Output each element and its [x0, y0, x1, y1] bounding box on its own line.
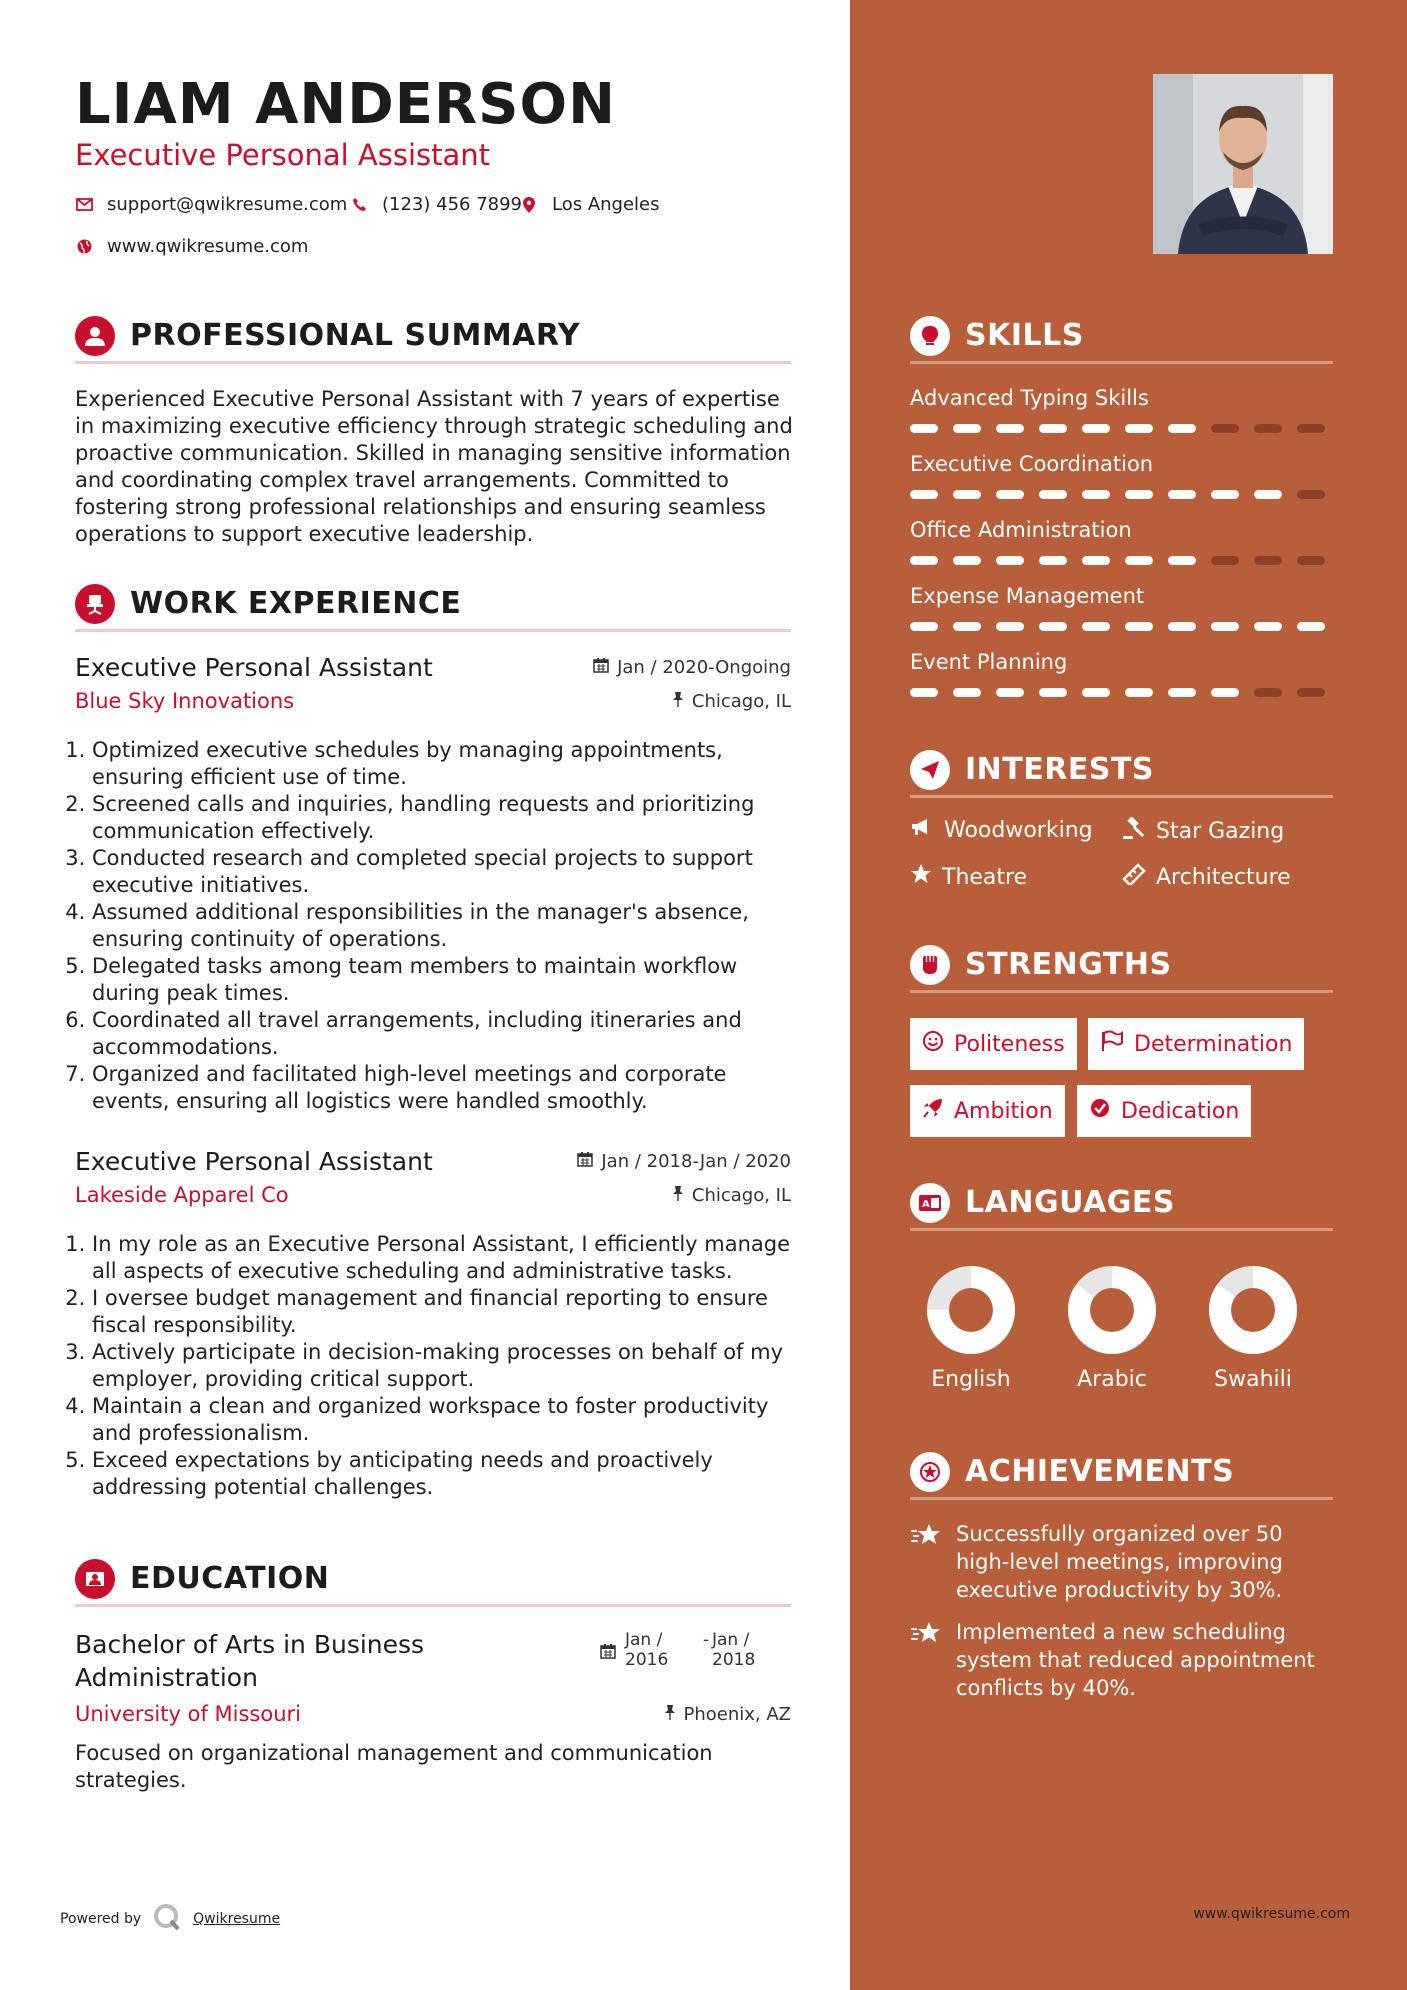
skill-level-segment: [910, 556, 938, 565]
skill-row: [910, 386, 1333, 446]
education-date-separator: -: [703, 1630, 710, 1650]
skill-level-segment: [1297, 556, 1325, 565]
candidate-title: Executive Personal Assistant: [75, 138, 491, 172]
phone-icon: [350, 197, 368, 212]
check-circle-icon: [1089, 1097, 1111, 1125]
skill-level-segment: [910, 622, 938, 631]
skill-level-bar: [910, 490, 1325, 499]
lightbulb-icon: [910, 316, 950, 356]
list-item: 5. Delegated tasks among team members to maintain workflow during peak times.: [92, 953, 792, 1007]
megaphone-icon: [910, 817, 934, 843]
phone-text: (123) 456 7899: [382, 194, 523, 215]
language-item: [1198, 1265, 1308, 1392]
skill-row: [910, 650, 1333, 710]
skill-level-segment: [996, 490, 1024, 499]
list-item: 4. Maintain a clean and organized workspace to foster productivity and professionalism.: [92, 1393, 792, 1447]
language-level-donut: [926, 1265, 1016, 1355]
skill-level-segment: [1082, 424, 1110, 433]
list-item: 1. Optimized executive schedules by managing appointments, ensuring efficient use of time.: [92, 737, 792, 791]
summary-heading: PROFESSIONAL SUMMARY: [130, 318, 581, 353]
skill-level-segment: [1254, 556, 1282, 565]
language-label: English: [931, 1367, 1011, 1392]
pin-icon: [672, 691, 684, 712]
strengths-heading: STRENGTHS: [965, 947, 1172, 982]
language-label: Swahili: [1214, 1367, 1292, 1392]
map-marker-icon: [520, 197, 538, 213]
smile-icon: [922, 1030, 944, 1058]
degree-title: Bachelor of Arts in Business Administration: [75, 1630, 425, 1692]
job-1-role: Executive Personal Assistant: [75, 653, 433, 682]
job-2-duties: [92, 1231, 792, 1501]
skill-level-bar: [910, 424, 1325, 433]
interests-section-header: [910, 750, 1333, 798]
experience-section-header: [75, 584, 791, 632]
list-item: 6. Coordinated all travel arrangements, including itineraries and accommodations.: [92, 1007, 792, 1061]
calendar-icon: [593, 657, 609, 678]
skill-level-segment: [1168, 490, 1196, 499]
skill-level-segment: [910, 424, 938, 433]
school-name: University of Missouri: [75, 1702, 301, 1726]
interest-item: Woodworking: [910, 817, 1093, 843]
strength-chip: Determination: [1088, 1018, 1304, 1070]
contact-location: [520, 194, 660, 215]
skill-level-segment: [1254, 622, 1282, 631]
shooting-star-icon: [910, 1620, 942, 1650]
job-1-location: Chicago, IL: [672, 691, 791, 712]
list-item: 2. Screened calls and inquiries, handling requests and prioritizing communication effectively.: [92, 791, 792, 845]
skill-level-segment: [910, 688, 938, 697]
skill-level-segment: [1082, 556, 1110, 565]
summary-text: Experienced Executive Personal Assistant with 7 years of expertise in maximizing executive efficiency through strategic scheduling and proactive communication. Skilled in managing sensitive information and coordinating complex travel arrangements. Committed to fostering strong professional relationships and ensuring seamless operations to support executive leadership.: [75, 387, 793, 546]
list-item: 3. Conducted research and completed special projects to support executive initiatives.: [92, 845, 792, 899]
skills-heading: SKILLS: [965, 318, 1084, 353]
language-label: Arabic: [1077, 1367, 1147, 1392]
skill-level-segment: [996, 556, 1024, 565]
skills-section-header: [910, 316, 1333, 364]
candidate-name: LIAM ANDERSON: [75, 72, 616, 137]
skill-level-segment: [953, 688, 981, 697]
skill-level-segment: [1039, 424, 1067, 433]
skill-level-segment: [953, 622, 981, 631]
star-icon: [910, 863, 932, 891]
skill-level-segment: [1211, 622, 1239, 631]
skill-level-segment: [953, 424, 981, 433]
language-icon: [910, 1183, 950, 1223]
website-text: www.qwikresume.com: [107, 236, 309, 257]
skill-level-segment: [910, 490, 938, 499]
skill-row: [910, 452, 1333, 512]
interest-item: Architecture: [1122, 863, 1291, 891]
skill-level-segment: [1125, 556, 1153, 565]
achievements-section-header: [910, 1452, 1333, 1500]
skill-level-segment: [1125, 622, 1153, 631]
skill-level-segment: [1211, 490, 1239, 499]
interests-heading: INTERESTS: [965, 752, 1154, 787]
language-level-donut: [1067, 1265, 1157, 1355]
job-1-header: [75, 653, 791, 713]
skill-level-segment: [1211, 424, 1239, 433]
list-item: 7. Organized and facilitated high-level meetings and corporate events, ensuring all logistics were handled smoothly.: [92, 1061, 792, 1115]
contact-website[interactable]: [75, 236, 308, 257]
skill-level-segment: [1254, 424, 1282, 433]
skill-level-segment: [1082, 622, 1110, 631]
location-text: Los Angeles: [552, 194, 660, 215]
achievement-item: Implemented a new scheduling system that reduced appointment conflicts by 40%.: [910, 1618, 1333, 1708]
skill-level-segment: [1125, 688, 1153, 697]
list-item: 1. In my role as an Executive Personal Assistant, I efficiently manage all aspects of executive scheduling and administrative tasks.: [92, 1231, 792, 1285]
skill-level-segment: [996, 688, 1024, 697]
list-item: 5. Exceed expectations by anticipating needs and proactively addressing potential challenges.: [92, 1447, 792, 1501]
job-2-header: [75, 1147, 791, 1207]
languages-heading: LANGUAGES: [965, 1185, 1175, 1220]
footer-url[interactable]: www.qwikresume.com: [1193, 1906, 1350, 1922]
experience-heading: WORK EXPERIENCE: [130, 586, 462, 621]
education-section-header: [75, 1559, 791, 1607]
skill-row: [910, 584, 1333, 644]
ruler-icon: [1122, 863, 1146, 891]
skill-level-segment: [1297, 490, 1325, 499]
skill-level-segment: [996, 622, 1024, 631]
award-star-icon: [910, 1452, 950, 1492]
skill-label: Office Administration: [910, 518, 1132, 542]
education-text: Focused on organizational management and communication strategies.: [75, 1741, 713, 1792]
contact-phone[interactable]: [350, 194, 522, 215]
skill-level-segment: [1297, 622, 1325, 631]
job-2-company: Lakeside Apparel Co: [75, 1183, 289, 1207]
skill-level-segment: [1297, 424, 1325, 433]
job-2-date: Jan / 2018-Jan / 2020: [577, 1151, 791, 1172]
skill-level-segment: [1297, 688, 1325, 697]
skill-level-segment: [1168, 622, 1196, 631]
skill-level-segment: [1039, 490, 1067, 499]
skill-label: Advanced Typing Skills: [910, 386, 1149, 410]
skill-level-segment: [1168, 688, 1196, 697]
skill-label: Event Planning: [910, 650, 1068, 674]
achievement-item: Successfully organized over 50 high-level meetings, improving executive productivity by 30%.: [910, 1520, 1333, 1610]
interest-item: Star Gazing: [1122, 817, 1284, 845]
languages-section-header: [910, 1183, 1333, 1231]
strength-chip: Politeness: [910, 1018, 1077, 1070]
gavel-icon: [1122, 817, 1146, 845]
skill-level-segment: [1125, 490, 1153, 499]
skill-level-segment: [1211, 688, 1239, 697]
strength-chip: Ambition: [910, 1085, 1065, 1137]
skill-level-segment: [1125, 424, 1153, 433]
job-1-date: Jan / 2020-Ongoing: [593, 657, 791, 678]
skill-level-segment: [953, 556, 981, 565]
skill-level-segment: [953, 490, 981, 499]
qwikresume-link[interactable]: Qwikresume: [193, 1911, 281, 1927]
pin-icon: [672, 1185, 684, 1206]
list-item: 2. I oversee budget management and financial reporting to ensure fiscal responsibility.: [92, 1285, 792, 1339]
svg-text:A: A: [922, 1199, 930, 1210]
paper-plane-icon: [910, 750, 950, 790]
skill-level-segment: [1168, 556, 1196, 565]
skill-level-segment: [1082, 688, 1110, 697]
summary-section-header: [75, 316, 791, 364]
skill-level-segment: [1039, 622, 1067, 631]
skill-level-segment: [1211, 556, 1239, 565]
job-1-company: Blue Sky Innovations: [75, 689, 295, 713]
skill-level-segment: [996, 424, 1024, 433]
email-text: support@qwikresume.com: [107, 194, 348, 215]
strengths-section-header: [910, 945, 1333, 993]
globe-icon: [75, 239, 93, 254]
graduation-icon: [75, 1559, 115, 1599]
user-icon: [75, 316, 115, 356]
list-item: 3. Actively participate in decision-making processes on behalf of my employer, providing critical support.: [92, 1339, 792, 1393]
strength-chip: Dedication: [1077, 1085, 1251, 1137]
shooting-star-icon: [910, 1522, 942, 1552]
skill-level-segment: [1039, 556, 1067, 565]
skill-level-segment: [1254, 490, 1282, 499]
skill-row: [910, 518, 1333, 578]
language-item: [916, 1265, 1026, 1392]
skill-label: Expense Management: [910, 584, 1145, 608]
education-location: Phoenix, AZ: [664, 1704, 792, 1725]
interest-item: Theatre: [910, 863, 1027, 891]
office-chair-icon: [75, 584, 115, 624]
education-end-date: Jan / 2018: [712, 1630, 756, 1670]
job-2-role: Executive Personal Assistant: [75, 1147, 433, 1176]
skill-level-segment: [1039, 688, 1067, 697]
contact-email[interactable]: [75, 194, 347, 215]
education-heading: EDUCATION: [130, 1561, 330, 1596]
skill-level-bar: [910, 622, 1325, 631]
flag-icon: [1100, 1030, 1124, 1058]
skill-level-segment: [1254, 688, 1282, 697]
profile-photo: [1153, 74, 1333, 254]
language-level-donut: [1208, 1265, 1298, 1355]
skill-level-segment: [1168, 424, 1196, 433]
achievements-heading: ACHIEVEMENTS: [965, 1454, 1235, 1489]
education-start-date: Jan / 2016: [625, 1630, 669, 1670]
calendar-icon: [600, 1643, 616, 1663]
pin-icon: [664, 1704, 676, 1725]
powered-by: Powered by Qwikresume: [60, 1903, 280, 1935]
job-1-duties: [92, 737, 792, 1115]
calendar-icon: [577, 1151, 593, 1172]
rocket-icon: [922, 1097, 944, 1125]
job-2-location: Chicago, IL: [672, 1185, 791, 1206]
list-item: 4. Assumed additional responsibilities in the manager's absence, ensuring continuity of operations.: [92, 899, 792, 953]
skill-level-segment: [1082, 490, 1110, 499]
qwikresume-logo-icon: [153, 1903, 181, 1935]
envelope-icon: [75, 198, 93, 211]
skill-level-bar: [910, 688, 1325, 697]
language-item: [1057, 1265, 1167, 1392]
skill-level-bar: [910, 556, 1325, 565]
fist-icon: [910, 945, 950, 985]
skill-label: Executive Coordination: [910, 452, 1154, 476]
